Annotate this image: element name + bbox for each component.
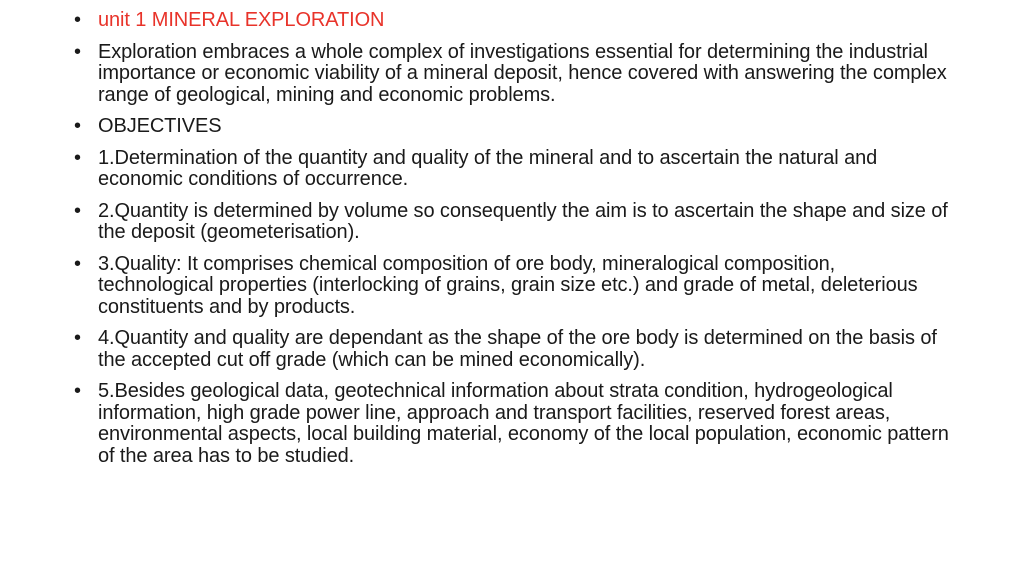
bullet-item-objectives bbox=[72, 116, 952, 138]
bullet-text: 4.Quantity and quality are dependant as the shape of the ore body is determined on the basis of the accepted cut off grade (which can be mined economically). bbox=[98, 327, 937, 371]
bullet-icon: • bbox=[74, 146, 81, 169]
bullet-text: 5.Besides geological data, geotechnical information about strata condition, hydrogeological information, high grade power line, approach and transport facilities, reserved forest areas, environmental aspects, local building material, economy of the local population, economic pattern of the area has to be studied. bbox=[98, 380, 949, 467]
bullet-list bbox=[72, 10, 952, 477]
bullet-icon: • bbox=[74, 380, 81, 402]
bullet-icon: • bbox=[74, 9, 81, 31]
bullet-icon: • bbox=[74, 40, 81, 63]
bullet-icon: • bbox=[74, 327, 81, 349]
bullet-item-title bbox=[72, 10, 952, 32]
bullet-icon: • bbox=[74, 252, 81, 275]
bullet-item-objective-3 bbox=[72, 254, 952, 319]
bullet-text: OBJECTIVES bbox=[98, 115, 222, 137]
bullet-item-objective-4 bbox=[72, 328, 952, 371]
bullet-text: 3.Quality: It comprises chemical composition of ore body, mineralogical composition, technological properties (interlocking of grains, grain size etc.) and grade of metal, deleterious constituents and by products. bbox=[98, 252, 918, 318]
bullet-item-objective-5 bbox=[72, 381, 952, 467]
bullet-text: 1.Determination of the quantity and quality of the mineral and to ascertain the natural and economic conditions of occurrence. bbox=[98, 146, 878, 190]
bullet-icon: • bbox=[74, 115, 81, 137]
bullet-item-objective-1 bbox=[72, 148, 952, 191]
bullet-text: Exploration embraces a whole complex of investigations essential for determining the industrial importance or economic viability of a mineral deposit, hence covered with answering the complex range of geological, mining and economic problems. bbox=[98, 40, 947, 106]
bullet-text: 2.Quantity is determined by volume so consequently the aim is to ascertain the shape and size of the deposit (geometerisation). bbox=[98, 199, 948, 243]
bullet-icon: • bbox=[74, 199, 81, 222]
bullet-item-definition bbox=[72, 42, 952, 107]
bullet-item-objective-2 bbox=[72, 201, 952, 244]
slide-title: unit 1 MINERAL EXPLORATION bbox=[98, 9, 385, 31]
